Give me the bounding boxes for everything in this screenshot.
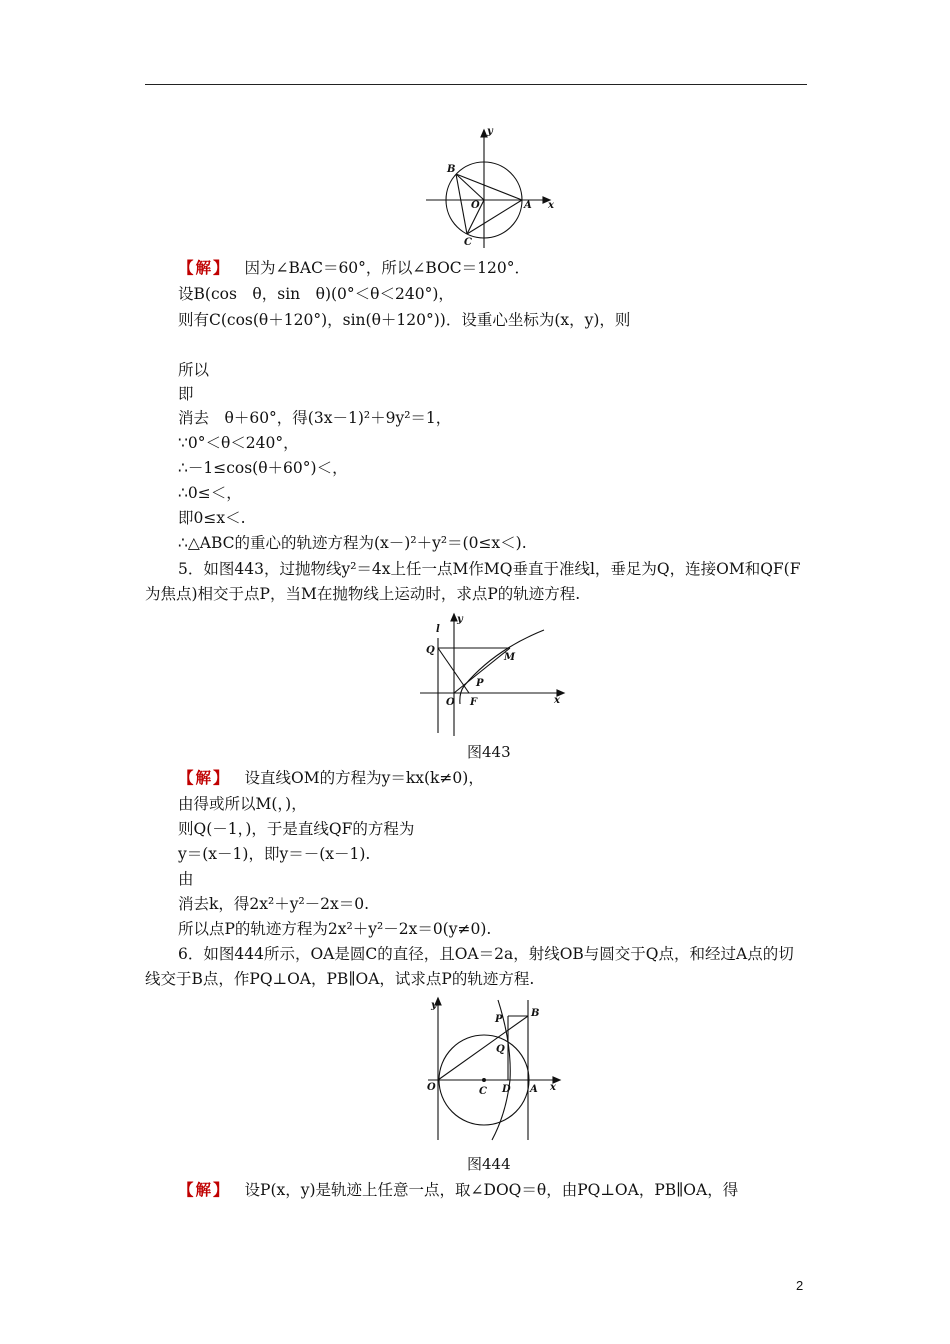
problem-5-line-1: 5．如图443，过抛物线y²＝4x上任一点M作MQ垂直于准线l，垂足为Q，连接OM和QF(F [178,560,801,578]
text-line: 由 [178,870,194,888]
fig443-label-o: O [446,697,455,708]
text-line: y＝(x－1)，即y＝－(x－1). [178,845,371,863]
fig444-label-p: P [495,1014,503,1025]
fig444-label-o: O [427,1082,436,1093]
fig444-label-a: A [530,1084,538,1095]
text-line: 即0≤x＜. [178,509,246,527]
text-line: 所以点P的轨迹方程为2x²＋y²－2x＝0(y≠0). [178,920,492,938]
fig1-label-b: B [447,164,456,175]
figure-triangle-circle [420,120,570,250]
fig444-label-x: x [550,1082,556,1093]
fig443-label-m: M [504,652,516,663]
text-line: 消去k，得2x²＋y²－2x＝0. [178,895,370,913]
text-line: 由得或所以M(，)， [178,795,307,813]
header-rule [145,84,807,85]
fig1-label-x: x [548,200,554,211]
fig444-label-d: D [502,1084,511,1095]
solution-line-3: 【解】 设P(x，y)是轨迹上任意一点，取∠DOQ＝θ，由PQ⊥OA，PB∥OA，得 [178,1180,739,1199]
fig1-label-o: O [471,200,480,211]
figure-444-caption: 图444 [467,1155,511,1173]
fig1-label-y: y [487,126,493,137]
figure-443-caption: 图443 [467,743,511,761]
solution-line-1: 【解】 因为∠BAC＝60°，所以∠BOC＝120°． [178,258,530,277]
figure-444-circle-tangent [422,994,572,1144]
problem-6-line-2: 线交于B点，作PQ⊥OA，PB∥OA，试求点P的轨迹方程. [145,970,535,988]
solution-tag: 【解】 [178,258,231,277]
fig443-label-q: Q [426,645,435,656]
problem-6-line-1: 6．如图444所示，OA是圆C的直径，且OA＝2a，射线OB与圆交于Q点，和经过A点的切 [178,945,794,963]
fig444-label-y: y [431,1000,437,1011]
text-line: 则有C(cos(θ＋120°)，sin(θ＋120°))．设重心坐标为(x，y)，则 [178,311,631,329]
text-line: ∴－1≤cos(θ＋60°)＜， [178,459,348,477]
fig443-label-l: l [436,624,440,635]
fig443-label-p: P [476,678,484,689]
fig443-label-x: x [554,695,560,706]
fig1-label-c: C [464,237,472,248]
text-line: ∴0≤＜， [178,484,242,502]
solution-line-2: 【解】 设直线OM的方程为y＝kx(k≠0)， [178,768,484,787]
fig444-label-q: Q [496,1044,505,1055]
page-number: 2 [796,1278,804,1293]
fig444-label-c: C [479,1086,487,1097]
text-line: ∵0°＜θ＜240°， [178,434,299,452]
text-line: 即 [178,385,194,403]
fig1-label-a: A [524,200,532,211]
text-line: 消去 θ＋60°，得(3x－1)²＋9y²＝1， [178,409,452,427]
fig444-label-b: B [531,1008,540,1019]
text-line: ∴△ABC的重心的轨迹方程为(x－)²＋y²＝(0≤x＜). [178,534,527,552]
text-line: 设B(cos θ，sin θ)(0°＜θ＜240°)， [178,285,454,303]
problem-5-line-2: 为焦点)相交于点P，当M在抛物线上运动时，求点P的轨迹方程. [145,585,581,603]
fig443-label-f: F [470,697,478,708]
text-line: 则Q(－1，)，于是直线QF的方程为 [178,820,415,838]
fig443-label-y: y [457,614,463,625]
figure-443-parabola [414,608,574,738]
text-line: 所以 [178,361,210,379]
